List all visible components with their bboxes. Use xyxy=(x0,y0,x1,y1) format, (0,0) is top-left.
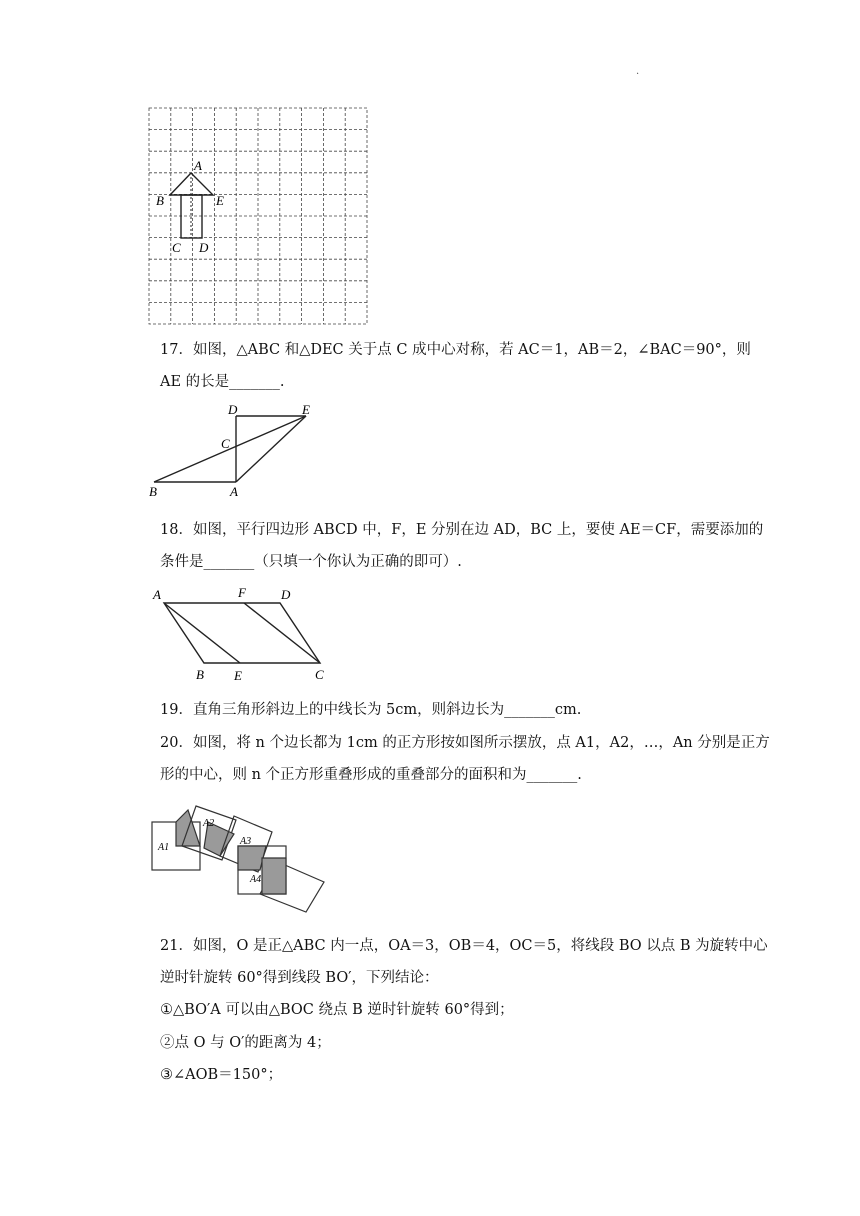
fig16-label-b: B xyxy=(156,193,164,208)
figure-20 xyxy=(148,798,328,916)
fig17-label-a: A xyxy=(230,484,238,499)
fig18-label-f: F xyxy=(238,585,246,600)
fig18-label-d: D xyxy=(281,587,291,602)
fig18-label-a: A xyxy=(153,587,161,602)
q20-line-2: 形的中心，则 n 个正方形重叠形成的重叠部分的面积和为_______. xyxy=(160,767,582,783)
fig18-label-b: B xyxy=(196,667,204,682)
fig17-label-c: C xyxy=(221,436,230,451)
fig17-label-d: D xyxy=(228,402,238,417)
fig20-label-a4: A4 xyxy=(250,874,262,885)
q21-line-2: 逆时针旋转 60°得到线段 BO′，下列结论： xyxy=(160,970,439,986)
q19-line-1: 19．直角三角形斜边上的中线长为 5cm，则斜边长为_______cm. xyxy=(160,702,582,718)
fig20-label-a1: A1 xyxy=(158,842,170,853)
fig20-label-a2: A2 xyxy=(203,818,215,829)
fig17-label-e: E xyxy=(302,402,310,417)
q21-item-3: ③∠AOB＝150°； xyxy=(160,1067,283,1083)
q20-line-1: 20．如图，将 n 个边长都为 1cm 的正方形按如图所示摆放，点 A1，A2，…，An 分别是正方 xyxy=(160,735,770,751)
q21-item-1: ①△BO′A 可以由△BOC 绕点 B 逆时针旋转 60°得到； xyxy=(160,1002,514,1018)
header-mark: . xyxy=(636,66,640,77)
q21-line-1: 21．如图，O 是正△ABC 内一点，OA＝3，OB＝4，OC＝5，将线段 BO 以点 B 为旋转中心 xyxy=(160,938,768,954)
q18-line-2: 条件是_______（只填一个你认为正确的即可）. xyxy=(160,554,462,570)
fig16-label-c: C xyxy=(172,240,181,255)
fig16-label-e: E xyxy=(216,193,224,208)
figure-17 xyxy=(146,400,316,500)
q17-line-2: AE 的长是_______. xyxy=(160,374,285,390)
fig16-label-a: A xyxy=(194,158,202,173)
q17-line-1: 17．如图，△ABC 和△DEC 关于点 C 成中心对称，若 AC＝1，AB＝2，∠BAC＝90°，则 xyxy=(160,342,751,358)
fig20-label-a3: A3 xyxy=(240,836,252,847)
q21-item-2: ②点 O 与 O′的距离为 4； xyxy=(160,1035,331,1051)
fig18-label-e: E xyxy=(234,668,242,683)
fig17-label-b: B xyxy=(149,484,157,499)
q18-line-1: 18．如图，平行四边形 ABCD 中，F，E 分别在边 AD，BC 上，要使 AE＝CF，需要添加的 xyxy=(160,522,764,538)
fig16-label-d: D xyxy=(199,240,209,255)
figure-16-grid xyxy=(148,107,370,327)
figure-18 xyxy=(148,583,330,683)
fig18-label-c: C xyxy=(315,667,324,682)
